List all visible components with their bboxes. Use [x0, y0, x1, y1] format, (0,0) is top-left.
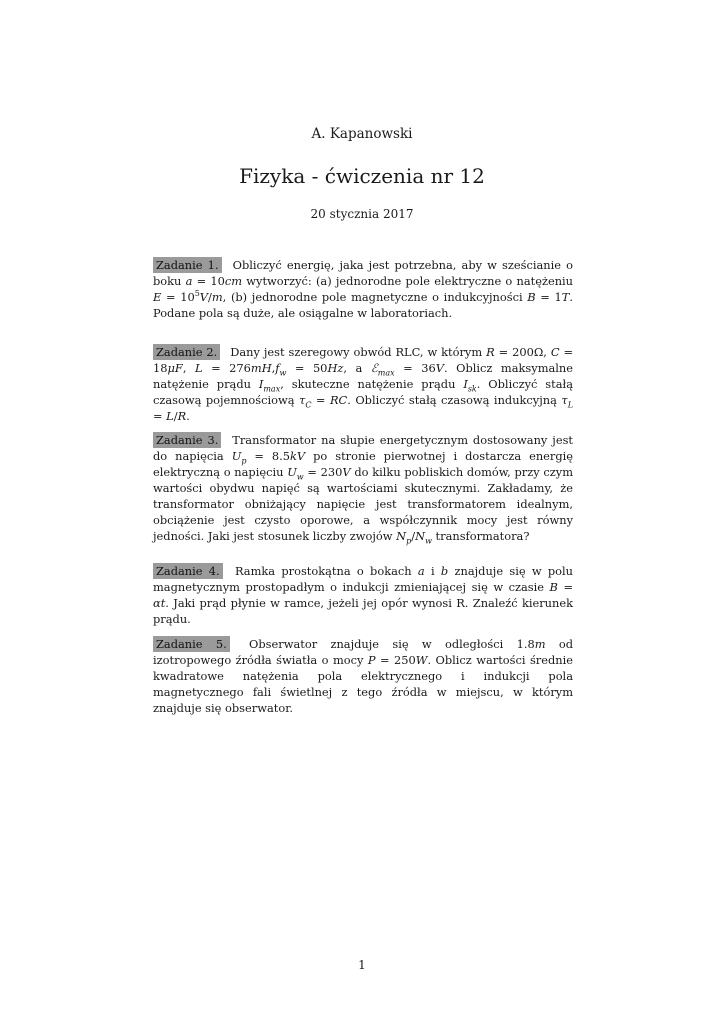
problem-1: Zadanie 1. Obliczyć energię, jaka jest potrzebna, aby w sześcianie o boku a = 10cm wytworzyć: (a) jednorodne pole elektryczne o natężeniu $E = 10^5V/m$, (b) jednorodne pole magnetyczne o indukcyjności B = 1T. Podane pola są duże, ale osiągalne w laboratoriach.	[153, 258, 574, 320]
problem-3: Zadanie 3. Transformator na słupie energetycznym dostosowany jest do napięcia $U_p = 8.5kV$ po stronie pierwotnej i dostarcza energię elektryczną o napięciu $U_w = 230V$ do kilku pobliskich domów, przy czym wartości obydwu napięć są wartościami skutecznymi. Zakładamy, że transformator obniżający napięcie jest transformatorem idealnym, obciążenie jest czysto oporowe, a współczynnik mocy jest równy jedności. Jaki jest stosunek liczby zwojów $N_p/N_w$ transformatora?	[153, 433, 574, 546]
problem-label: Zadanie 4.	[153, 563, 223, 579]
problem-5: Zadanie 5. Obserwator znajduje się w odległości 1.8m od izotropowego źródła światła o mocy P = 250W. Oblicz wartości średnie kwadratowe natężenia pola elektrycznego i indukcji pola magnetycznego fali świetlnej z tego źródła w miejscu, w którym znajduje się obserwator.	[153, 637, 574, 715]
page-number: 1	[358, 958, 366, 972]
problem-label: Zadanie 2.	[153, 344, 220, 360]
problem-4: Zadanie 4. Ramka prostokątna o bokach a i b znajduje się w polu magnetycznym prostopadłym o indukcji zmieniającej się w czasie B = αt. Jaki prąd płynie w ramce, jeżeli jej opór wynosi R. Znaleźć kierunek prądu.	[153, 564, 574, 626]
problem-label: Zadanie 3.	[153, 432, 221, 448]
document-date: 20 stycznia 2017	[310, 207, 414, 221]
document-title: Fizyka - ćwiczenia nr 12	[239, 164, 485, 188]
problem-2: Zadanie 2. Dany jest szeregowy obwód RLC, w którym R = 200Ω, C = 18μF, $L = 276mH,f_w = 50Hz$, a ℰ$_{max}$ = 36V. Oblicz maksymalne natężenie prądu $I_{max}$, skuteczne natężenie prądu $I_{sk}$. Obliczyć stałą czasową pojemnościową $\tau_C$ = RC. Obliczyć stałą czasową indukcyjną $\tau_L = L/R$.	[153, 345, 574, 423]
author: A. Kapanowski	[311, 126, 413, 142]
problem-label: Zadanie 1.	[153, 257, 222, 273]
problem-label: Zadanie 5.	[153, 636, 230, 652]
